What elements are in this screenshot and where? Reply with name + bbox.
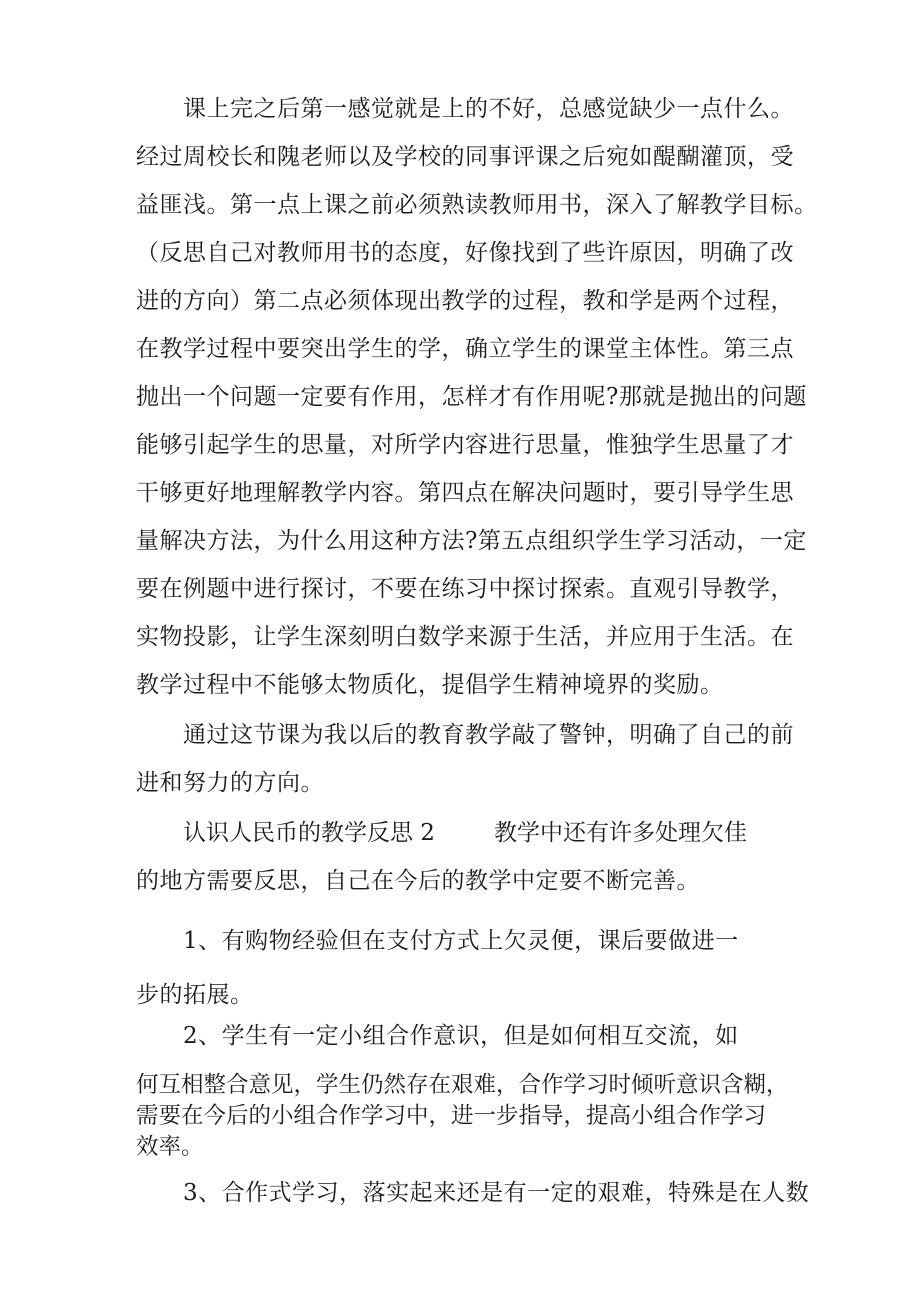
item-1-line-2: 步的拓展。: [136, 982, 254, 1008]
item-2-line-1: 2、学生有一定小组合作意识，但是如何相互交流，如: [183, 1023, 739, 1049]
paragraph-1-line-10: 量解决方法，为什么用这种方法?第五点组织学生学习活动，一定: [136, 528, 807, 554]
paragraph-2-line-2: 进和努力的方向。: [136, 770, 324, 796]
paragraph-1-line-3: 益匪浅。第一点上课之前必须熟读教师用书，深入了解教学目标。: [136, 192, 818, 218]
paragraph-1-line-1: 课上完之后第一感觉就是上的不好，总感觉缺少一点什么。: [183, 96, 794, 122]
paragraph-2-line-1: 通过这节课为我以后的教育教学敲了警钟，明确了自己的前: [183, 722, 794, 748]
section-2-continuation: 的地方需要反思，自己在今后的教学中定要不断完善。: [136, 868, 700, 894]
paragraph-1-line-11: 要在例题中进行探讨，不要在练习中探讨探索。直观引导教学，: [136, 576, 794, 602]
paragraph-1-line-2: 经过周校长和隗老师以及学校的同事评课之后宛如醍醐灌顶，受: [136, 144, 794, 170]
paragraph-1-line-7: 抛出一个问题一定要有作用，怎样才有作用呢?那就是抛出的问题: [136, 384, 807, 410]
item-2-line-3: 需要在今后的小组合作学习中，进一步指导，提高小组合作学习: [136, 1103, 767, 1129]
item-3-line-1: 3、合作式学习，落实起来还是有一定的艰难，特殊是在人数: [183, 1180, 810, 1206]
item-1-line-1: 1、有购物经验但在支付方式上欠灵便，课后要做进一: [183, 928, 739, 954]
paragraph-1-line-4: （反思自己对教师用书的态度，好像找到了些许原因，明确了改: [136, 240, 794, 266]
paragraph-1-line-5: 进的方向）第二点必须体现出教学的过程，教和学是两个过程，: [136, 288, 794, 314]
section-2-heading: 认识人民币的教学反思 2: [183, 820, 435, 846]
item-2-line-4: 效率。: [136, 1134, 204, 1160]
paragraph-1-line-13: 教学过程中不能够太物质化，提倡学生精神境界的奖励。: [136, 672, 724, 698]
section-2-heading-trail: 教学中还有许多处理欠佳: [494, 820, 747, 846]
paragraph-1-line-9: 干够更好地理解教学内容。第四点在解决问题时，要引导学生思: [136, 480, 794, 506]
paragraph-1-line-6: 在教学过程中要突出学生的学，确立学生的课堂主体性。第三点: [136, 336, 794, 362]
paragraph-1-line-12: 实物投影，让学生深刻明白数学来源于生活，并应用于生活。在: [136, 624, 794, 650]
paragraph-1-line-8: 能够引起学生的思量，对所学内容进行思量，惟独学生思量了才: [136, 432, 794, 458]
item-2-line-2: 何互相整合意见，学生仍然存在艰难，合作学习时倾听意识含糊，: [136, 1072, 789, 1098]
